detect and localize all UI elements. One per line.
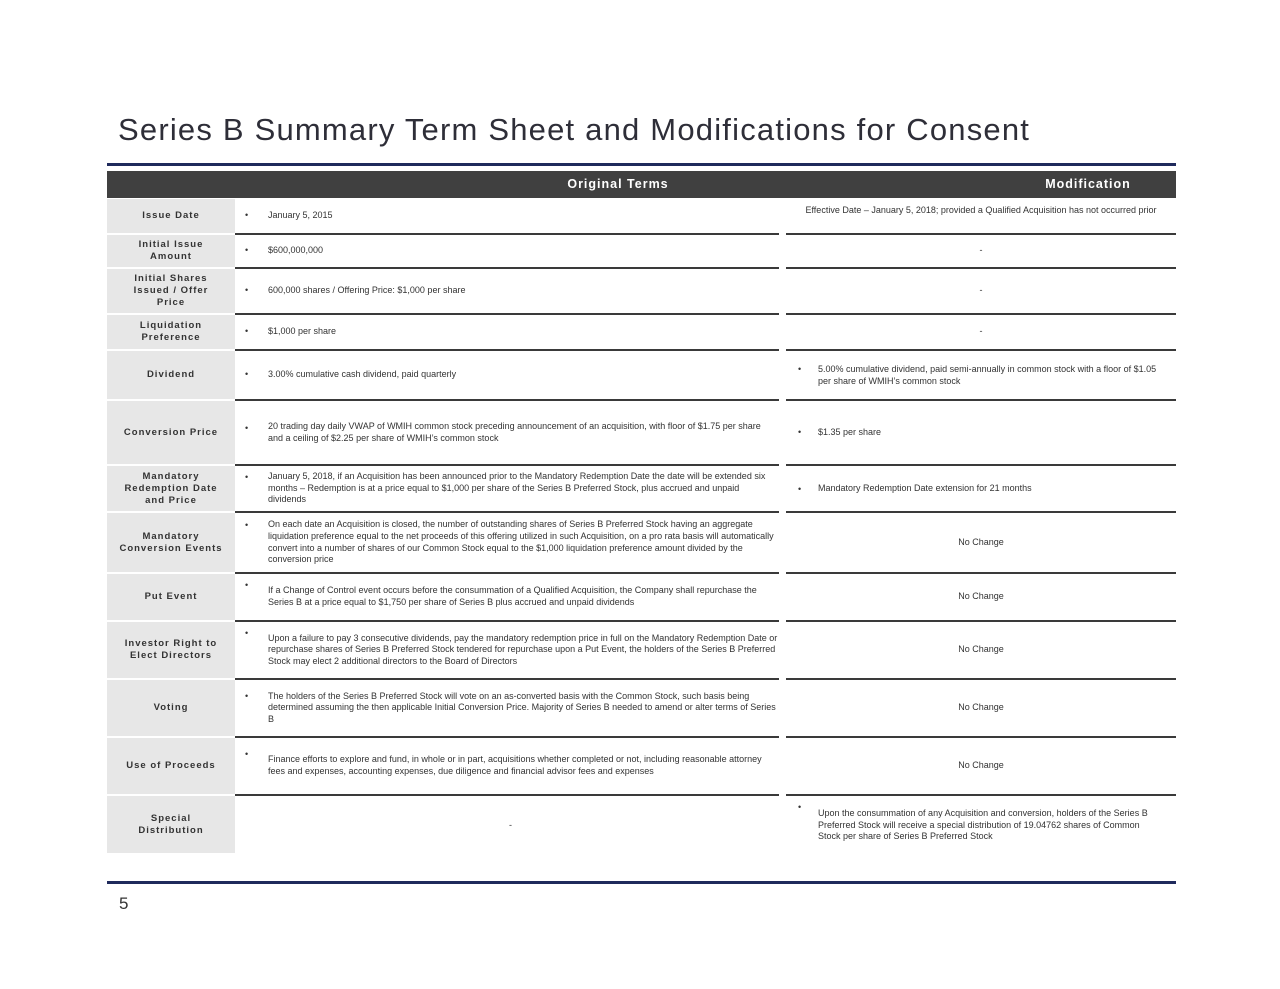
table-row — [107, 796, 1176, 855]
table-row — [107, 574, 1176, 622]
original-terms-cell: • 20 trading day daily VWAP of WMIH common stock preceding announcement of an acquisition, with floor of $1.75 per share and a ceiling of $2.25 per share of WMIH’s common stock — [235, 401, 786, 466]
modification-cell: No Change — [786, 622, 1176, 680]
row-label: Issue Date — [107, 199, 235, 235]
row-label: Dividend — [107, 351, 235, 401]
row-label: Put Event — [107, 574, 235, 622]
modification-cell: No Change — [786, 738, 1176, 796]
footer-divider — [107, 881, 1176, 884]
modification-cell: No Change — [786, 513, 1176, 574]
original-terms-cell: • If a Change of Control event occurs before the consummation of a Qualified Acquisition, the Company shall repurchase the Series B at a price equal to $1,750 per share of Series B plus accrued and unpaid dividends — [235, 574, 786, 622]
row-label: Mandatory Redemption Date and Price — [107, 466, 235, 513]
table-row — [107, 401, 1176, 466]
row-label: Mandatory Conversion Events — [107, 513, 235, 574]
table-row — [107, 269, 1176, 315]
header-original-terms: Original Terms — [567, 177, 669, 191]
original-terms-cell: • 600,000 shares / Offering Price: $1,000 per share — [235, 269, 786, 315]
row-label: Liquidation Preference — [107, 315, 235, 351]
table-row — [107, 351, 1176, 401]
modification-cell: • Mandatory Redemption Date extension for 21 months — [786, 466, 1176, 513]
modification-cell: No Change — [786, 680, 1176, 738]
row-label: Initial Shares Issued / Offer Price — [107, 269, 235, 315]
table-row — [107, 466, 1176, 513]
modification-cell: - — [786, 315, 1176, 351]
original-terms-cell: • 3.00% cumulative cash dividend, paid quarterly — [235, 351, 786, 401]
modification-cell: • 5.00% cumulative dividend, paid semi-annually in common stock with a floor of $1.05 per share of WMIH’s common stock — [786, 351, 1176, 401]
page-number: 5 — [119, 894, 129, 913]
table-row — [107, 738, 1176, 796]
row-label: Initial Issue Amount — [107, 235, 235, 269]
row-label: Use of Proceeds — [107, 738, 235, 796]
original-terms-cell: • On each date an Acquisition is closed, the number of outstanding shares of Series B Preferred Stock having an aggregate liquidation preference equal to the net proceeds of this offering utilized in such Acquisition, on a pro rata basis will automatically convert into a number of shares of our Common Stock equal to the $1,000 liquidation preference amount divided by the conversion price — [235, 513, 786, 574]
row-label: Conversion Price — [107, 401, 235, 466]
table-row — [107, 315, 1176, 351]
row-label: Investor Right to Elect Directors — [107, 622, 235, 680]
original-terms-cell: • Upon a failure to pay 3 consecutive dividends, pay the mandatory redemption price in full on the Mandatory Redemption Date or repurchase shares of Series B Preferred Stock tendered for repurchase upon a Put Event, the holders of the Series B Preferred Stock may elect 2 additional directors to the Board of Directors — [235, 622, 786, 680]
modification-cell: - — [786, 269, 1176, 315]
modification-cell: No Change — [786, 574, 1176, 622]
original-terms-cell: • January 5, 2015 — [235, 199, 786, 235]
table-row — [107, 622, 1176, 680]
table-header — [107, 171, 1176, 198]
header-modification: Modification — [1045, 177, 1131, 191]
original-terms-cell: • January 5, 2018, if an Acquisition has been announced prior to the Mandatory Redemption Date the date will be extended six months – Redemption is at a price equal to $1,000 per share of the Series B Preferred Stock, plus accrued and unpaid dividends — [235, 466, 786, 513]
row-label: Special Distribution — [107, 796, 235, 855]
original-terms-cell: • $600,000,000 — [235, 235, 786, 269]
modification-cell: - — [786, 235, 1176, 269]
table-row — [107, 513, 1176, 574]
page-title: Series B Summary Term Sheet and Modifications for Consent — [118, 112, 1031, 147]
row-label: Voting — [107, 680, 235, 738]
table-row — [107, 680, 1176, 738]
original-terms-cell: • Finance efforts to explore and fund, in whole or in part, acquisitions whether completed or not, including reasonable attorney fees and expenses, accounting expenses, due diligence and financial advisor fees and expenses — [235, 738, 786, 796]
table-row — [107, 199, 1176, 235]
table-row — [107, 235, 1176, 269]
original-terms-cell: • $1,000 per share — [235, 315, 786, 351]
original-terms-cell: - — [509, 819, 512, 830]
modification-cell: • Upon the consummation of any Acquisition and conversion, holders of the Series B Preferred Stock will receive a special distribution of 19.04762 shares of Common Stock per share of Series B Preferred Stock — [798, 802, 1148, 842]
title-divider — [107, 163, 1176, 166]
modification-cell: Effective Date – January 5, 2018; provided a Qualified Acquisition has not occurred prior — [786, 199, 1176, 235]
modification-cell: • $1.35 per share — [786, 401, 1176, 466]
original-terms-cell: • The holders of the Series B Preferred Stock will vote on an as-converted basis with the Common Stock, such basis being determined assuming the then applicable Initial Conversion Price. Majority of Series B needed to amend or alter terms of Series B — [235, 680, 786, 738]
